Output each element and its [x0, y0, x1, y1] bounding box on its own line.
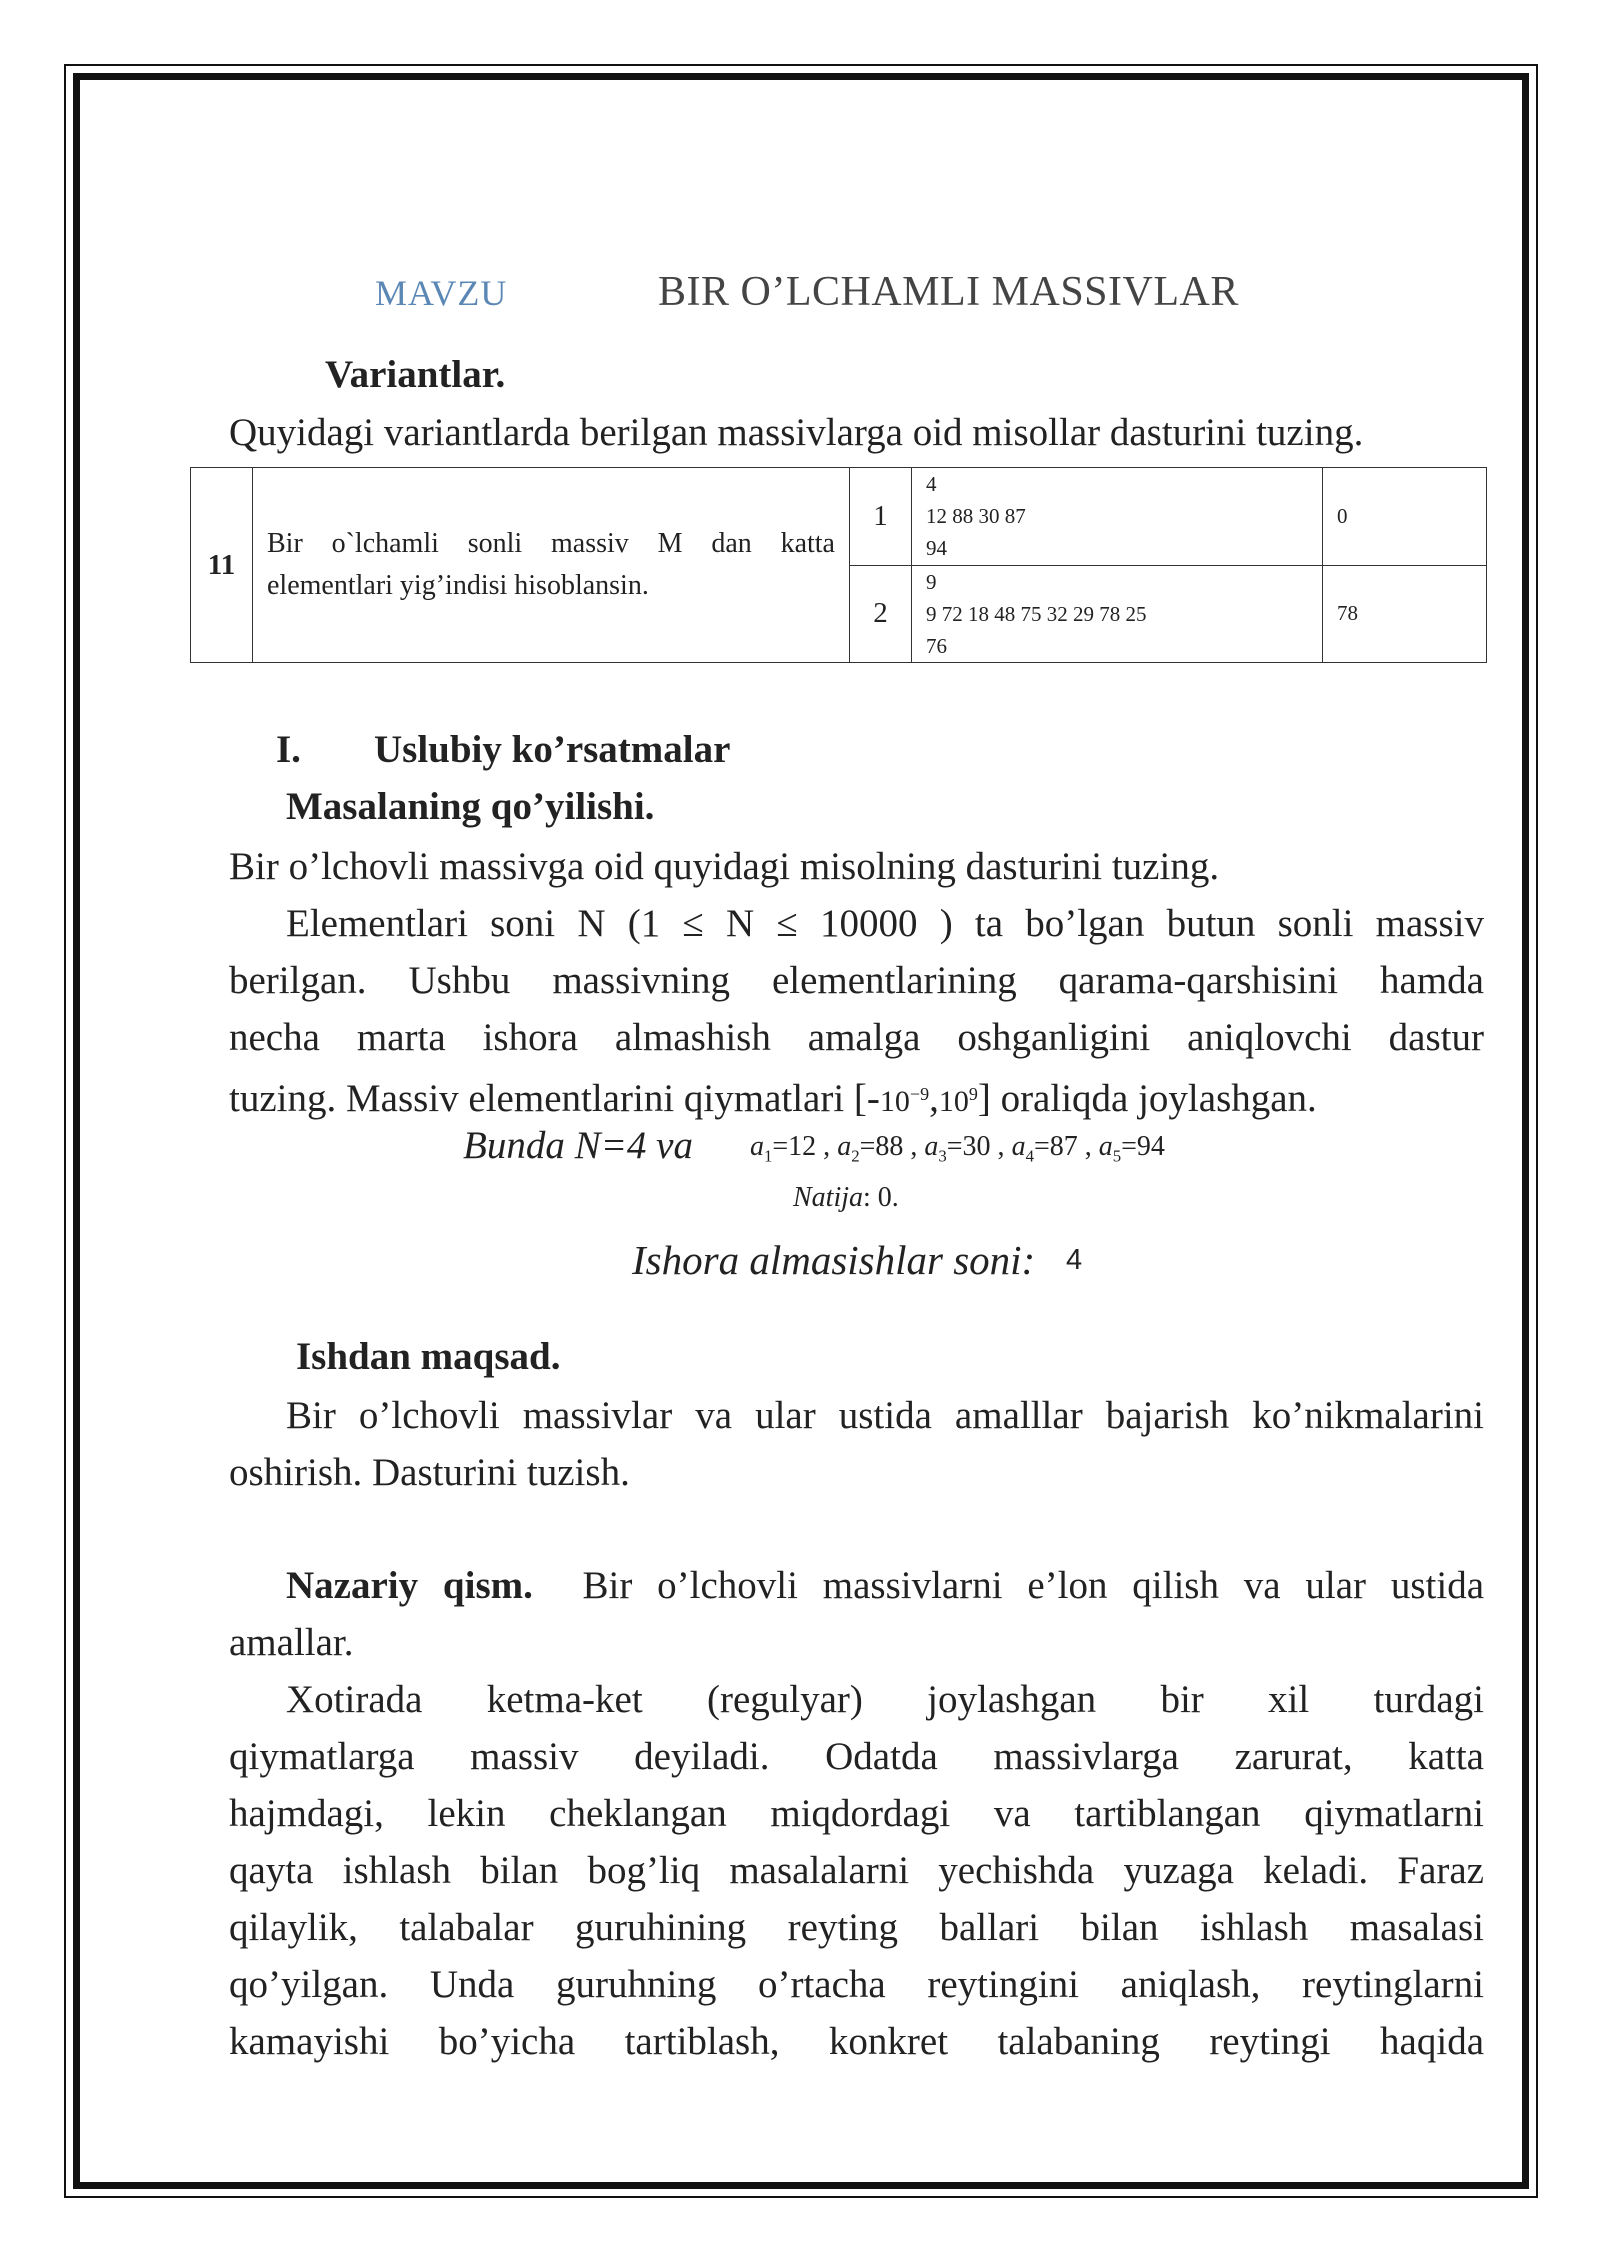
theory-intro: Nazariy qism. Bir o’lchovli massivlarni e’lon qilish va ular ustida amallar.	[229, 1564, 1485, 1664]
variant-number: 11	[191, 468, 253, 663]
test-index: 2	[850, 565, 912, 663]
range-low: $10^{-9}$	[879, 1084, 930, 1118]
theory-heading: Nazariy qism.	[286, 1564, 533, 1607]
test-input-line: 94	[926, 536, 947, 561]
section-number: I.	[276, 728, 301, 771]
test-input	[912, 565, 1323, 663]
example-condition: Bunda N=4 va	[463, 1124, 693, 1167]
section-title: Uslubiy ko’rsatmalar	[374, 728, 731, 771]
test-output: 0	[1323, 468, 1487, 566]
goal-heading: Ishdan maqsad.	[296, 1335, 561, 1378]
test-input-line: 76	[926, 633, 947, 658]
topic-label: MAVZU	[375, 273, 508, 313]
problem-intro: Bir o’lchovli massivga oid quyidagi misolning dasturini tuzing.	[229, 845, 1220, 888]
variants-intro: Quyidagi variantlarda berilgan massivlarga oid misollar dasturini tuzing.	[229, 411, 1364, 454]
example-result: Natija: 0.	[793, 1182, 899, 1213]
variant-table	[190, 467, 1487, 663]
problem-statement: Elementlari soni N (1 ≤ N ≤ 10000 ) ta bo’lgan butun sonli massiv berilgan. Ushbu massivning elementlarining qarama-qarshisini hamda necha marta ishora almashish amalga oshganligini aniqlovchi dastur tuzing. Massiv elementlarini qiymatlari $[-10^{-9},10^9]$ oraliqda joylashgan.	[229, 902, 1484, 1120]
table-row	[191, 468, 1487, 566]
page-title: BIR O’LCHAMLI MASSIVLAR	[658, 269, 1239, 315]
test-input-line: 4	[926, 472, 937, 497]
test-output: 78	[1323, 565, 1487, 663]
test-index: 1	[850, 468, 912, 566]
sign-changes-label: Ishora almasishlar soni:	[632, 1237, 1036, 1283]
test-input-line: 9	[926, 569, 937, 594]
range-high: $10^9$	[938, 1084, 978, 1118]
example-sequence: $a_1=12$ , $a_2=88$ , $a_3=30$ , $a_4=87$ , $a_5=94$	[750, 1131, 1165, 1166]
test-input-line: 9 72 18 48 75 32 29 78 25	[926, 601, 1147, 626]
sign-changes-value: 4	[1066, 1244, 1083, 1276]
problem-heading: Masalaning qo’yilishi.	[286, 785, 655, 828]
variants-heading: Variantlar.	[325, 353, 506, 396]
theory-paragraph: Xotirada ketma-ket (regulyar) joylashgan bir xil turdagi qiymatlarga massiv deyiladi. Odatda massivlarga zarurat, katta hajmdagi, lekin cheklangan miqdordagi va tartiblangan qiymatlarni qayta ishlash bilan bog’liq masalalarni yechishda yuzaga keladi. Faraz qilaylik, talabalar guruhining reyting ballari bilan ishlash masalasi qo’yilgan. Unda guruhning o’rtacha reytingini aniqlash, reytinglarni kamayishi bo’yicha tartiblash, konkret talabaning reytingi haqida	[229, 1678, 1484, 2063]
test-input-line: 12 88 30 87	[926, 504, 1026, 529]
variant-task: Bir o`lchamli sonli massiv M dan katta elementlari yig’indisi hisoblansin.	[253, 468, 850, 663]
test-input	[912, 468, 1323, 566]
goal-text: Bir o’lchovli massivlar va ular ustida amalllar bajarish ko’nikmalarini oshirish. Dasturini tuzish.	[229, 1394, 1484, 1494]
